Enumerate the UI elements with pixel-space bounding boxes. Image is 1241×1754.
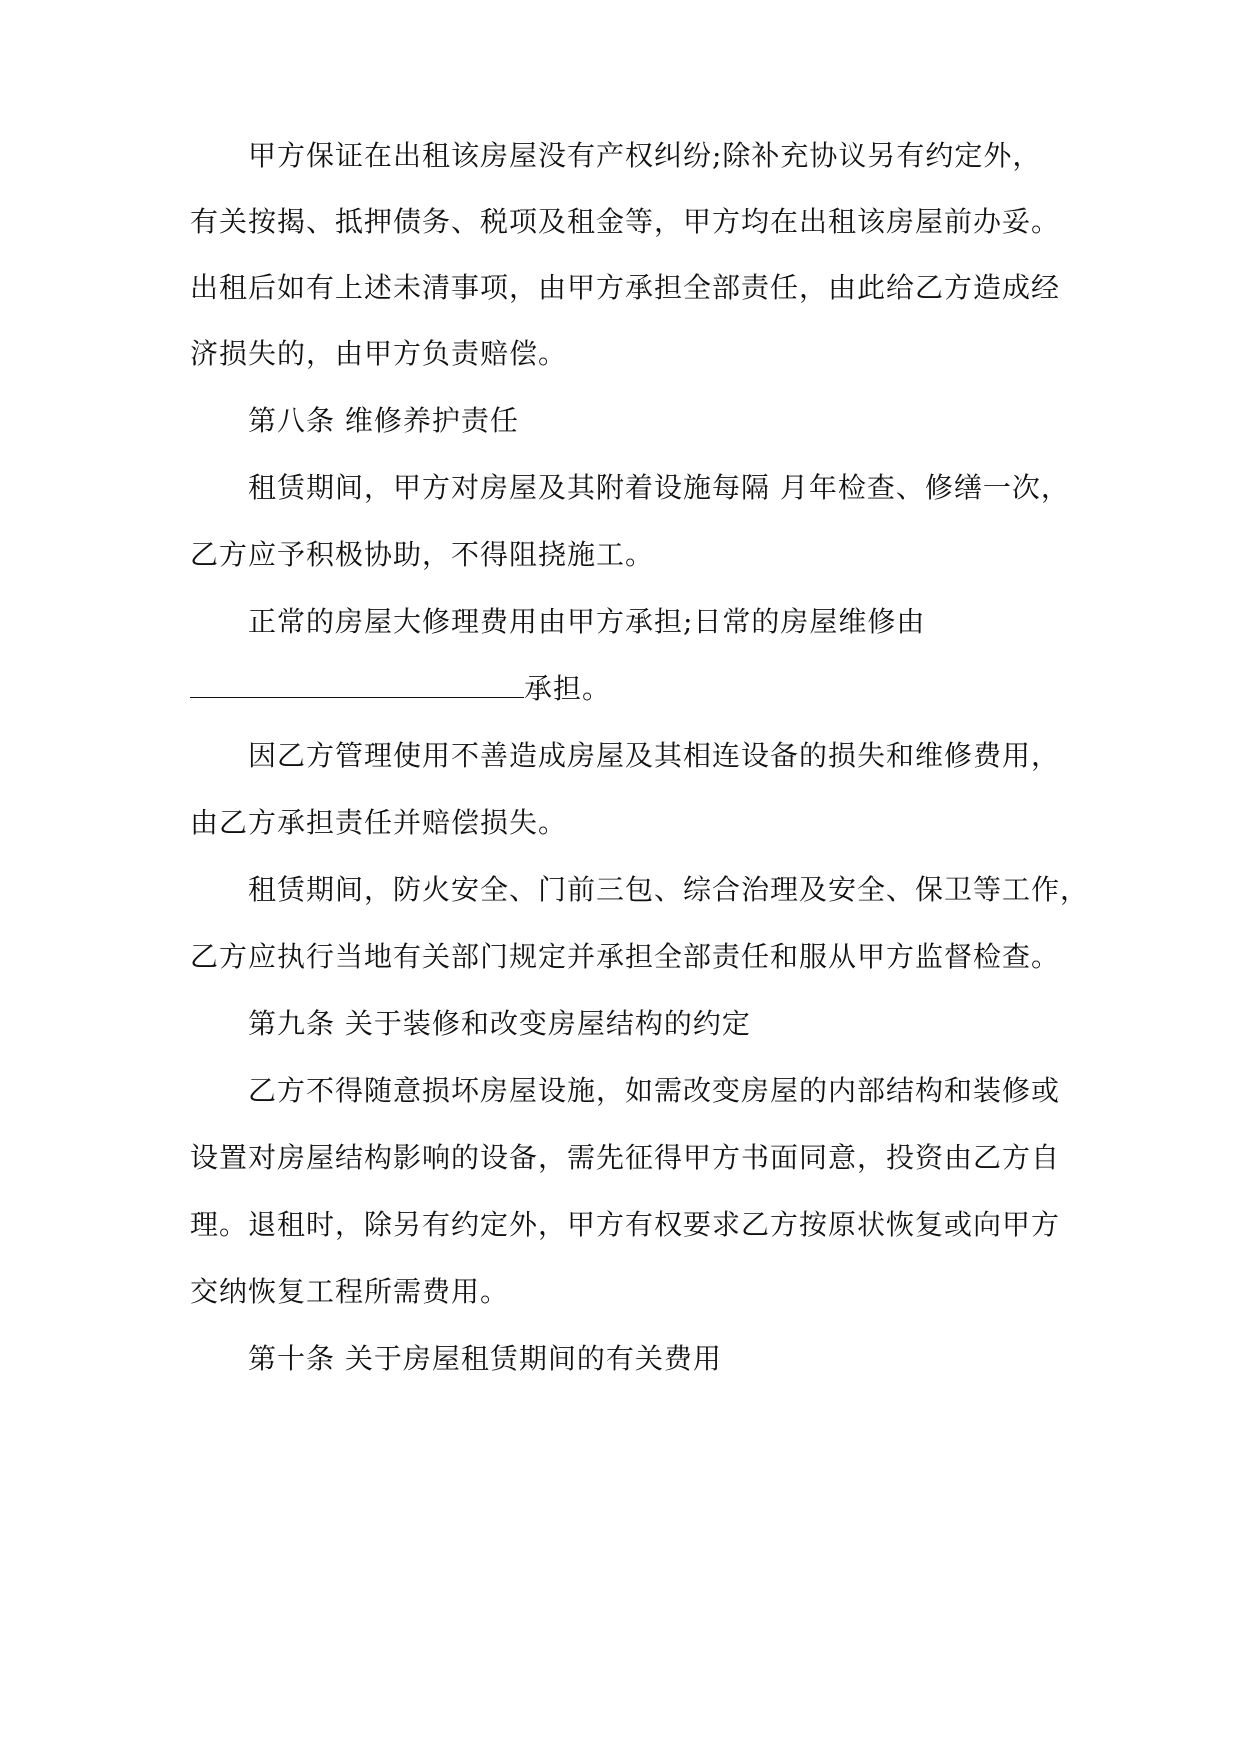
- paragraph-line: 因乙方管理使用不善造成房屋及其相连设备的损失和维修费用，: [248, 739, 1061, 772]
- section-heading-9: 第九条 关于装修和改变房屋结构的约定: [248, 1007, 751, 1040]
- paragraph-line: 正常的房屋大修理费用由甲方承担;日常的房屋维修由: [248, 605, 926, 638]
- paragraph-line: 甲方保证在出租该房屋没有产权纠纷;除补充协议另有约定外，: [248, 139, 1042, 172]
- paragraph-line: 乙方不得随意损坏房屋设施，如需改变房屋的内部结构和装修或: [248, 1074, 1061, 1107]
- paragraph-line: 租赁期间，甲方对房屋及其附着设施每隔 月年检查、修缮一次，: [248, 471, 1070, 504]
- paragraph-line: 乙方应执行当地有关部门规定并承担全部责任和服从甲方监督检查。: [190, 940, 1061, 973]
- fill-in-blank: [190, 673, 524, 698]
- paragraph-text: 承担。: [524, 672, 612, 705]
- paragraph-line: 交纳恢复工程所需费用。: [190, 1275, 510, 1308]
- paragraph-line: 济损失的，由甲方负责赔偿。: [190, 337, 568, 370]
- paragraph-line: 由乙方承担责任并赔偿损失。: [190, 806, 568, 839]
- paragraph-line: 出租后如有上述未清事项，由甲方承担全部责任，由此给乙方造成经: [190, 271, 1061, 304]
- section-heading-10: 第十条 关于房屋租赁期间的有关费用: [248, 1342, 722, 1375]
- paragraph-line: 设置对房屋结构影响的设备，需先征得甲方书面同意，投资由乙方自: [190, 1141, 1061, 1174]
- section-heading-8: 第八条 维修养护责任: [248, 404, 519, 437]
- paragraph-line: 有关按揭、抵押债务、税项及租金等，甲方均在出租该房屋前办妥。: [190, 205, 1061, 238]
- paragraph-line: 理。退租时，除另有约定外，甲方有权要求乙方按原状恢复或向甲方: [190, 1208, 1061, 1241]
- paragraph-line: 租赁期间，防火安全、门前三包、综合治理及安全、保卫等工作，: [248, 873, 1090, 906]
- blank-line: [190, 669, 611, 709]
- paragraph-line: 乙方应予积极协助，不得阻挠施工。: [190, 538, 655, 571]
